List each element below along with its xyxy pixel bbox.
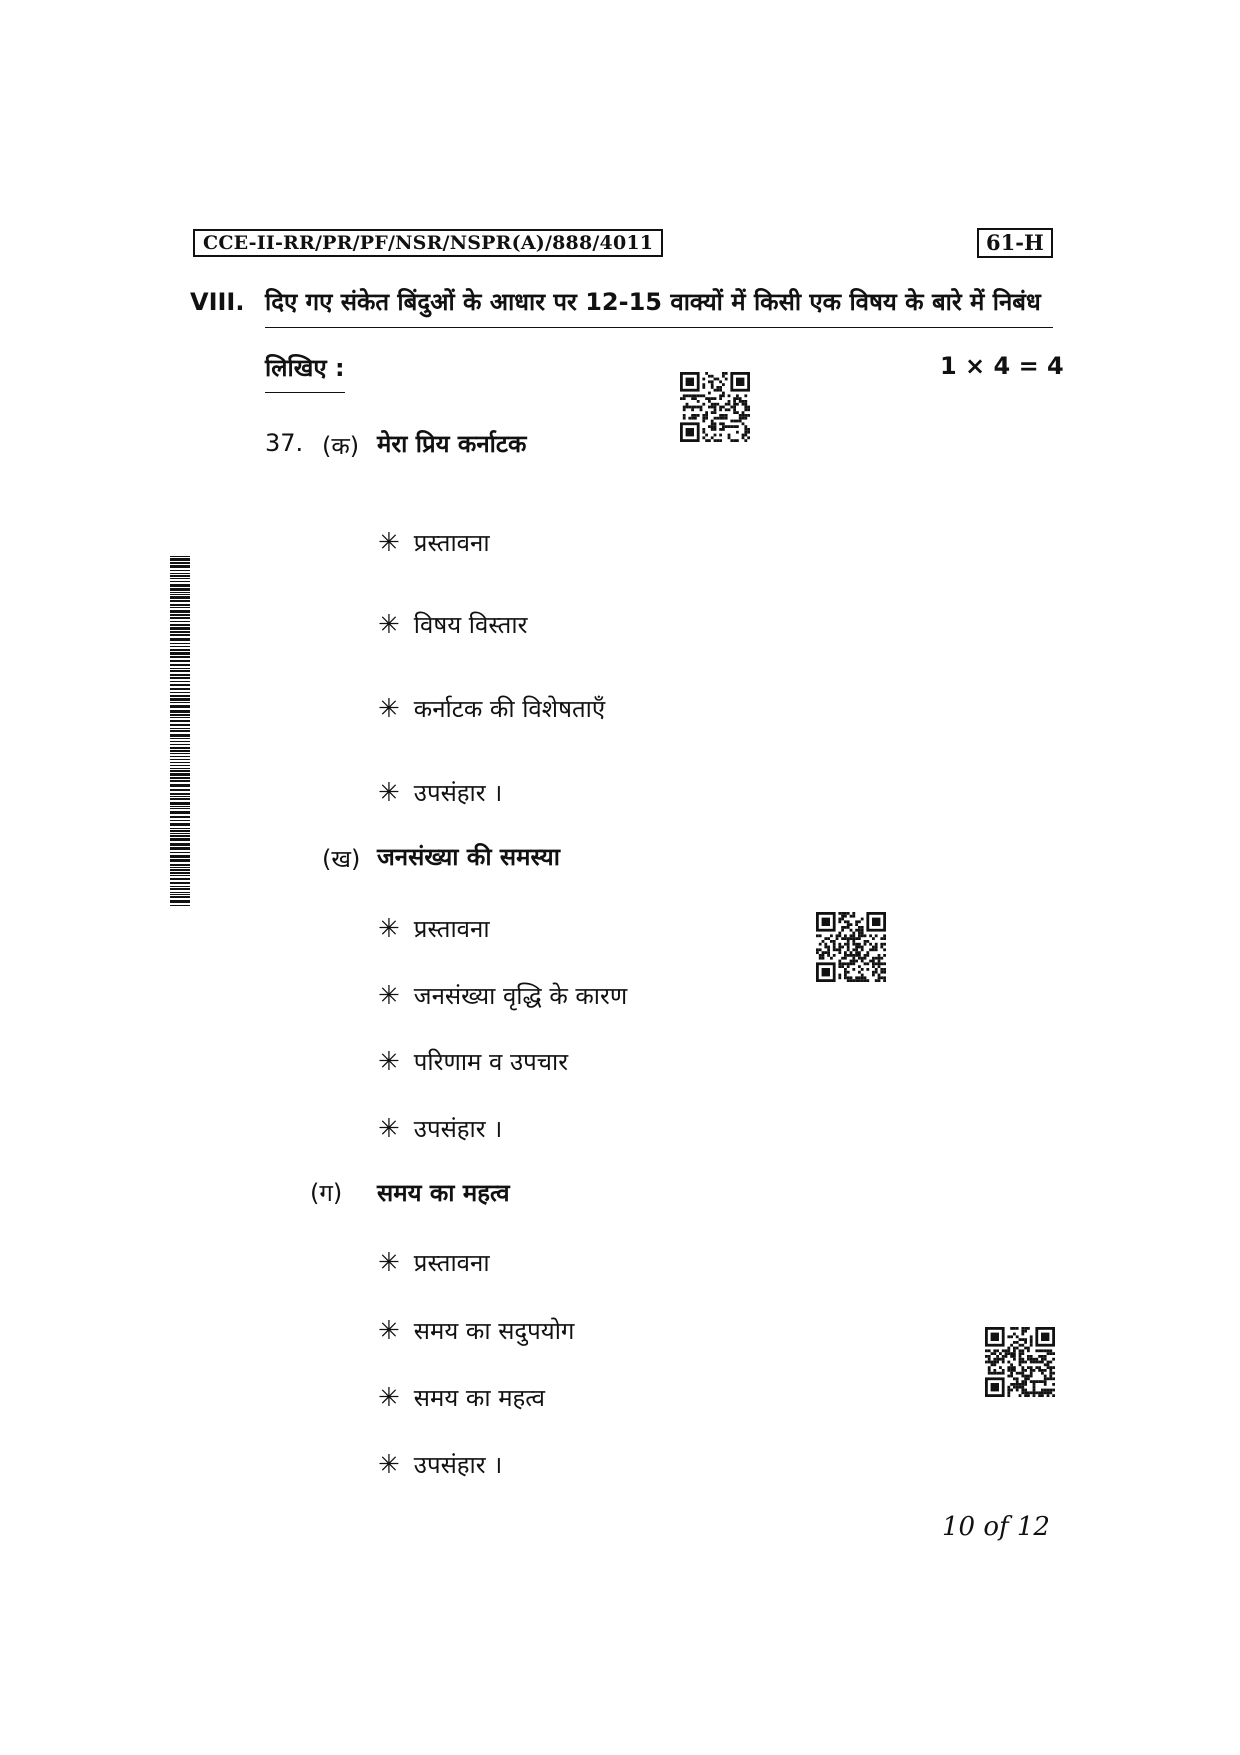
qr-code-icon <box>680 372 750 442</box>
asterisk-icon: ✳ <box>378 609 400 640</box>
list-item: ✳ कर्नाटक की विशेषताएँ <box>378 693 606 724</box>
asterisk-icon: ✳ <box>378 1247 400 1278</box>
asterisk-icon: ✳ <box>378 913 400 944</box>
option-label: (ख) <box>322 845 361 873</box>
asterisk-icon: ✳ <box>378 693 400 724</box>
paper-code: CCE-II-RR/PR/PF/NSR/NSPR(A)/888/4011 <box>193 229 663 257</box>
asterisk-icon: ✳ <box>378 1113 400 1144</box>
page-number: 10 of 12 <box>942 1512 1050 1542</box>
asterisk-icon: ✳ <box>378 1449 400 1480</box>
list-item: ✳ उपसंहार । <box>378 1449 503 1480</box>
list-item: ✳ परिणाम व उपचार <box>378 1046 569 1077</box>
list-item: ✳ उपसंहार । <box>378 777 503 808</box>
list-item: ✳ प्रस्तावना <box>378 913 490 944</box>
option-title: समय का महत्व <box>377 1179 510 1207</box>
asterisk-icon: ✳ <box>378 980 400 1011</box>
list-item: ✳ जनसंख्या वृद्धि के कारण <box>378 980 628 1011</box>
asterisk-icon: ✳ <box>378 1046 400 1077</box>
list-item: ✳ विषय विस्तार <box>378 609 528 640</box>
section-instruction-cont: लिखिए : <box>265 351 345 393</box>
barcode-icon <box>170 556 190 908</box>
option-label: (क) <box>322 432 360 460</box>
option-title: मेरा प्रिय कर्नाटक <box>377 430 527 458</box>
list-item: ✳ प्रस्तावना <box>378 527 490 558</box>
qr-code-icon <box>985 1327 1055 1397</box>
asterisk-icon: ✳ <box>378 527 400 558</box>
asterisk-icon: ✳ <box>378 1315 400 1346</box>
section-instruction: दिए गए संकेत बिंदुओं के आधार पर 12-15 वाक्यों में किसी एक विषय के बारे में निबंध <box>265 285 1053 328</box>
option-label: (ग) <box>310 1179 343 1207</box>
qr-code-icon <box>816 912 886 982</box>
option-title: जनसंख्या की समस्या <box>377 843 560 871</box>
asterisk-icon: ✳ <box>378 1382 400 1413</box>
section-number: VIII. <box>190 288 245 316</box>
question-number: 37. <box>265 429 304 457</box>
list-item: ✳ समय का महत्व <box>378 1382 545 1413</box>
list-item: ✳ प्रस्तावना <box>378 1247 490 1278</box>
marks-allocation: 1 × 4 = 4 <box>940 352 1064 380</box>
list-item: ✳ उपसंहार । <box>378 1113 503 1144</box>
page-code: 61-H <box>977 228 1053 258</box>
asterisk-icon: ✳ <box>378 777 400 808</box>
list-item: ✳ समय का सदुपयोग <box>378 1315 575 1346</box>
